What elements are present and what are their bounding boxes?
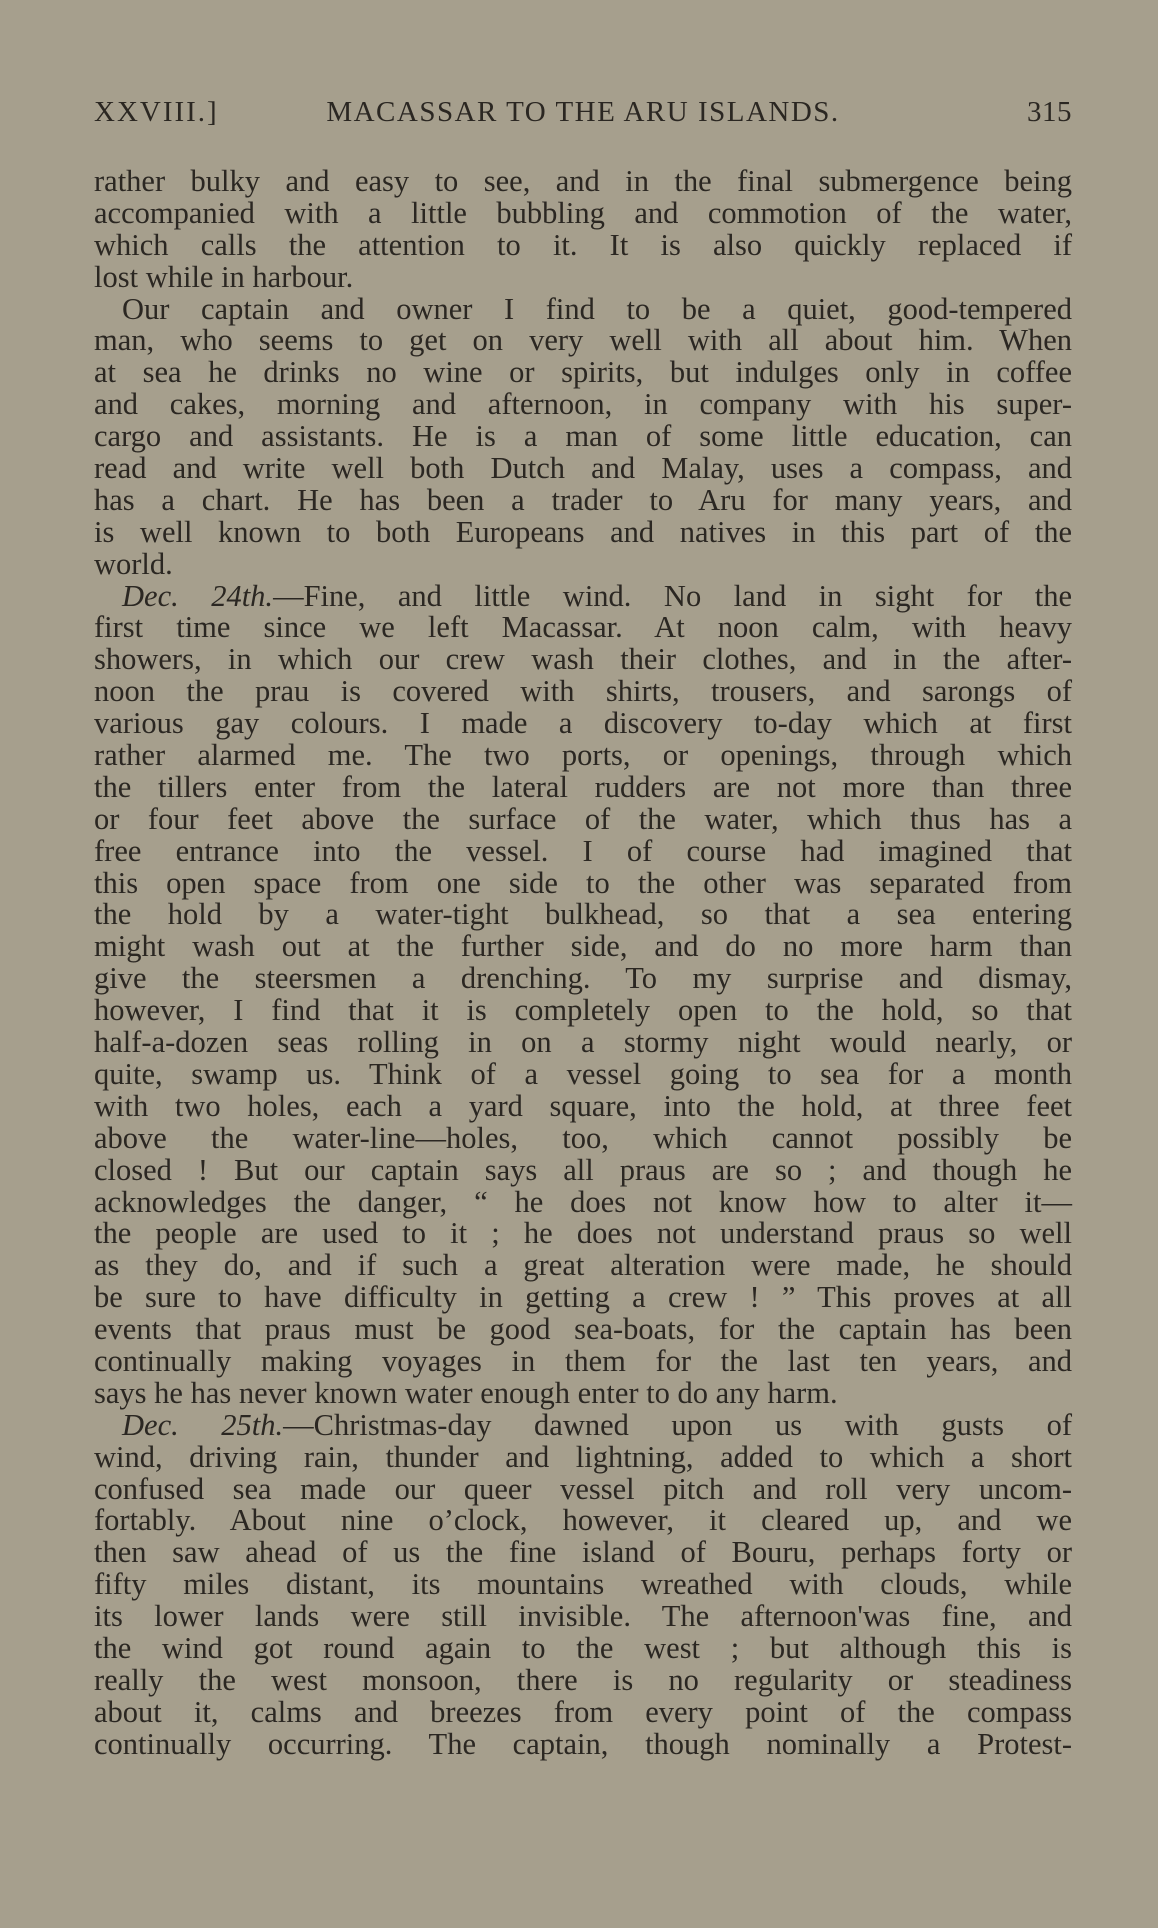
line-text: free entrance into the vessel. I of course had imagined that: [94, 833, 1072, 868]
text-line: [94, 801, 1072, 836]
line-text: confused sea made our queer vessel pitch and roll very uncom-: [94, 1471, 1072, 1506]
text-line: [94, 546, 1072, 581]
text-line: [94, 1630, 1072, 1665]
text-line: [94, 1218, 1072, 1250]
text-line: [94, 1056, 1072, 1091]
text-line: [94, 1439, 1072, 1474]
line-text: then saw ahead of us the fine island of Bouru, perhaps forty or: [94, 1535, 1072, 1570]
text-line: [94, 1375, 1072, 1410]
line-text: —Christmas-day dawned upon us with gusts of: [283, 1407, 1072, 1442]
text-line: [94, 1152, 1072, 1187]
line-text: as they do, and if such a great alteration were made, he should: [94, 1248, 1072, 1283]
line-text: the hold by a water-tight bulkhead, so that a sea entering: [94, 897, 1072, 932]
text-line: [94, 769, 1072, 804]
text-line: [94, 166, 1072, 198]
text-line: [94, 482, 1072, 517]
text-line: [94, 899, 1072, 931]
text-line: [94, 259, 1072, 294]
line-text: at sea he drinks no wine or spirits, but indulges only in coffee: [94, 355, 1072, 390]
line-text: really the west monsoon, there is no regularity or steadiness: [94, 1662, 1072, 1697]
text-line: [94, 931, 1072, 963]
running-header: [94, 96, 1072, 136]
line-text: —Fine, and little wind. No land in sight for the: [273, 578, 1072, 613]
line-text: rather alarmed me. The two ports, or openings, through which: [94, 738, 1072, 773]
text-line: [94, 357, 1072, 389]
line-text: this open space from one side to the other was separated from: [94, 865, 1072, 900]
body-text: [94, 166, 1072, 1761]
text-line: [94, 1314, 1072, 1346]
text-line: [94, 195, 1072, 230]
text-line: [94, 578, 1072, 613]
line-text: the wind got round again to the west ; but although this is: [94, 1630, 1072, 1665]
text-line: [94, 1569, 1072, 1601]
entry-date: Dec. 24th.: [122, 578, 274, 613]
text-line: [94, 1120, 1072, 1155]
text-line: [94, 1505, 1072, 1537]
line-text: says he has never known water enough enter to do any harm.: [94, 1375, 838, 1410]
text-line: [94, 1537, 1072, 1569]
line-text: with two holes, each a yard square, into the hold, at three feet: [94, 1088, 1072, 1123]
line-text: half-a-dozen seas rolling in on a stormy night would nearly, or: [94, 1025, 1072, 1060]
line-text: cargo and assistants. He is a man of some little education, can: [94, 419, 1072, 454]
line-text: acknowledges the danger, “ he does not know how to alter it—: [94, 1184, 1072, 1219]
line-text: showers, in which our crew wash their clothes, and in the after-: [94, 642, 1072, 677]
text-line: [94, 676, 1072, 708]
text-line: [94, 612, 1072, 644]
line-text: man, who seems to get on very well with all about him. When: [94, 323, 1072, 358]
line-text: fifty miles distant, its mountains wreathed with clouds, while: [94, 1567, 1072, 1602]
text-line: [94, 1184, 1072, 1219]
text-line: [94, 325, 1072, 357]
line-text: or four feet above the surface of the water, which thus has a: [94, 801, 1072, 836]
line-text: fortably. About nine o’clock, however, it cleared up, and we: [94, 1503, 1072, 1538]
line-text: world.: [94, 546, 173, 581]
text-line: [94, 740, 1072, 772]
text-line: [94, 1407, 1072, 1442]
text-line: [94, 1471, 1072, 1506]
text-line: [94, 1662, 1072, 1697]
line-text: and cakes, morning and afternoon, in company with his super-: [94, 387, 1072, 422]
text-line: [94, 291, 1072, 326]
line-text: about it, calms and breezes from every point of the compass: [94, 1694, 1072, 1729]
line-text: lost while in harbour.: [94, 259, 354, 294]
text-line: [94, 1601, 1072, 1633]
line-text: continually occurring. The captain, though nominally a Protest-: [94, 1726, 1072, 1761]
text-line: [94, 389, 1072, 421]
line-text: which calls the attention to it. It is also quickly replaced if: [94, 227, 1072, 262]
line-text: however, I find that it is completely open to the hold, so that: [94, 993, 1072, 1028]
entry-date: Dec. 25th.: [122, 1407, 284, 1442]
line-text: the tillers enter from the lateral rudders are not more than three: [94, 769, 1072, 804]
text-line: [94, 833, 1072, 868]
line-text: quite, swamp us. Think of a vessel going to sea for a month: [94, 1056, 1072, 1091]
line-text: give the steersmen a drenching. To my surprise and dismay,: [94, 961, 1072, 996]
text-line: [94, 1694, 1072, 1729]
text-line: [94, 963, 1072, 995]
line-text: above the water-line—holes, too, which cannot possibly be: [94, 1120, 1072, 1155]
text-line: [94, 421, 1072, 453]
text-line: [94, 1343, 1072, 1378]
text-line: [94, 453, 1072, 485]
text-line: [94, 865, 1072, 900]
text-line: [94, 644, 1072, 676]
text-line: [94, 227, 1072, 262]
line-text: accompanied with a little bubbling and commotion of the water,: [94, 195, 1072, 230]
line-text: Our captain and owner I find to be a quiet, good-tempered: [122, 291, 1072, 326]
text-line: [94, 1088, 1072, 1123]
line-text: wind, driving rain, thunder and lightning, added to which a short: [94, 1439, 1072, 1474]
text-line: [94, 514, 1072, 549]
text-line: [94, 708, 1072, 740]
line-text: has a chart. He has been a trader to Aru for many years, and: [94, 482, 1072, 517]
line-text: first time since we left Macassar. At noon calm, with heavy: [94, 610, 1072, 645]
text-line: [94, 995, 1072, 1027]
running-title: MACASSAR TO THE ARU ISLANDS.: [326, 96, 840, 128]
line-text: continually making voyages in them for the last ten years, and: [94, 1343, 1072, 1378]
page-number: 315: [1027, 96, 1072, 128]
chapter-number: XXVIII.]: [94, 96, 219, 128]
line-text: events that praus must be good sea-boats, for the captain has been: [94, 1312, 1072, 1347]
line-text: read and write well both Dutch and Malay, uses a compass, and: [94, 451, 1072, 486]
line-text: is well known to both Europeans and natives in this part of the: [94, 514, 1072, 549]
line-text: noon the prau is covered with shirts, trousers, and sarongs of: [94, 674, 1072, 709]
line-text: various gay colours. I made a discovery to-day which at first: [94, 706, 1072, 741]
line-text: closed ! But our captain says all praus are so ; and though he: [94, 1152, 1072, 1187]
line-text: might wash out at the further side, and do no more harm than: [94, 929, 1072, 964]
line-text: its lower lands were still invisible. The afternoon'was fine, and: [94, 1599, 1072, 1634]
line-text: rather bulky and easy to see, and in the final submergence being: [94, 164, 1072, 198]
text-line: [94, 1027, 1072, 1059]
text-line: [94, 1726, 1072, 1761]
text-line: [94, 1250, 1072, 1282]
line-text: the people are used to it ; he does not understand praus so well: [94, 1216, 1072, 1251]
line-text: be sure to have difficulty in getting a crew ! ” This proves at all: [94, 1280, 1072, 1315]
text-line: [94, 1282, 1072, 1314]
